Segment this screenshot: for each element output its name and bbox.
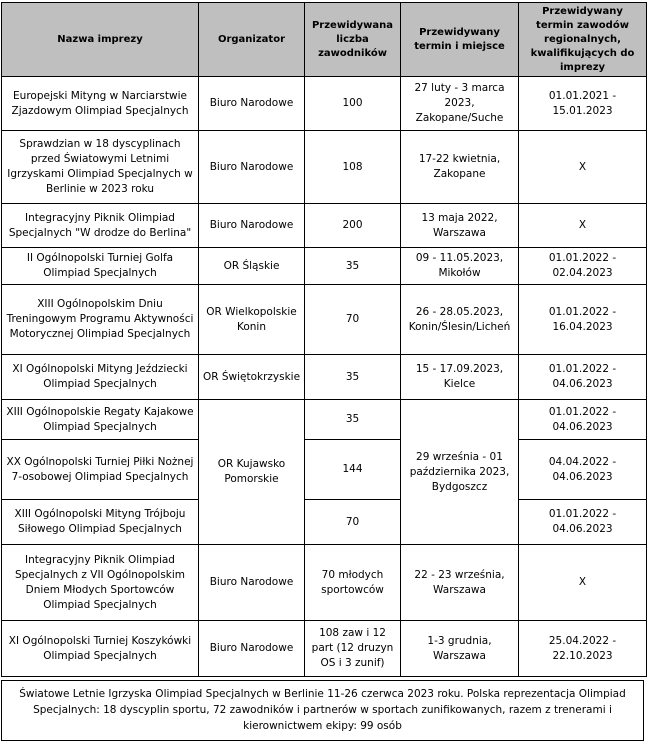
- event-date-place-merged: 29 września - 01 października 2023, Bydgoszcz: [401, 400, 519, 545]
- event-count: 35: [305, 355, 401, 400]
- event-name: Sprawdzian w 18 dyscyplinach przed Światowymi Letnimi Igrzyskami Olimpiad Specjalnych w Berlinie w 2023 roku: [2, 131, 199, 204]
- table-row: [2, 248, 647, 285]
- event-qualification: 01.01.2022 - 04.06.2023: [519, 400, 647, 440]
- table-row: [2, 131, 647, 204]
- event-qualification: 01.01.2022 - 16.04.2023: [519, 285, 647, 355]
- event-qualification: 01.01.2022 - 04.06.2023: [519, 355, 647, 400]
- event-date-place: 09 - 11.05.2023, Mikołów: [401, 248, 519, 285]
- event-date-place: 27 luty - 3 marca 2023, Zakopane/Suche: [401, 77, 519, 131]
- event-name: II Ogólnopolski Turniej Golfa Olimpiad Specjalnych: [2, 248, 199, 285]
- event-count: 200: [305, 204, 401, 248]
- table-row: [2, 77, 647, 131]
- header-event-name: Nazwa imprezy: [2, 3, 199, 77]
- header-participant-count: Przewidywana liczba zawodników: [305, 3, 401, 77]
- event-count: 70: [305, 285, 401, 355]
- table-row: [2, 355, 647, 400]
- events-table: [1, 2, 647, 677]
- table-row: [2, 440, 647, 500]
- event-date-place: 15 - 17.09.2023, Kielce: [401, 355, 519, 400]
- table-row: [2, 285, 647, 355]
- event-count: 35: [305, 400, 401, 440]
- event-organizer: Biuro Narodowe: [199, 204, 305, 248]
- event-qualification: 01.01.2022 - 04.06.2023: [519, 500, 647, 545]
- event-date-place: 26 - 28.05.2023, Konin/Ślesin/Licheń: [401, 285, 519, 355]
- event-name: XIII Ogólnopolski Mityng Trójboju Siłowego Olimpiad Specjalnych: [2, 500, 199, 545]
- table-row: [2, 204, 647, 248]
- event-name: XI Ogólnopolski Turniej Koszykówki Olimpiad Specjalnych: [2, 621, 199, 677]
- event-count: 70 młodych sportowców: [305, 545, 401, 621]
- event-name: XIII Ogólnopolskie Regaty Kajakowe Olimpiad Specjalnych: [2, 400, 199, 440]
- event-name: XIII Ogólnopolskim Dniu Treningowym Programu Aktywności Motorycznej Olimpiad Specjalnych: [2, 285, 199, 355]
- table-row: [2, 400, 647, 440]
- event-qualification: X: [519, 131, 647, 204]
- event-organizer: Biuro Narodowe: [199, 77, 305, 131]
- event-name: Integracyjny Piknik Olimpiad Specjalnych "W drodze do Berlina": [2, 204, 199, 248]
- event-date-place: 13 maja 2022, Warszawa: [401, 204, 519, 248]
- event-date-place: 1-3 grudnia, Warszawa: [401, 621, 519, 677]
- event-count: 108 zaw i 12 part (12 druzyn OS i 3 zunif): [305, 621, 401, 677]
- header-qualification-dates: Przewidywany termin zawodów regionalnych, kwalifikujących do imprezy: [519, 3, 647, 77]
- event-count: 35: [305, 248, 401, 285]
- event-organizer: OR Wielkopolskie Konin: [199, 285, 305, 355]
- header-organizer: Organizator: [199, 3, 305, 77]
- event-qualification: 01.01.2022 - 02.04.2023: [519, 248, 647, 285]
- event-date-place: 17-22 kwietnia, Zakopane: [401, 131, 519, 204]
- event-organizer: Biuro Narodowe: [199, 545, 305, 621]
- event-name: XX Ogólnopolski Turniej Piłki Nożnej 7-osobowej Olimpiad Specjalnych: [2, 440, 199, 500]
- event-name: Integracyjny Piknik Olimpiad Specjalnych z VII Ogólnopolskim Dniem Młodych Sportowców Olimpiad Specjalnych: [2, 545, 199, 621]
- event-count: 108: [305, 131, 401, 204]
- event-name: Europejski Mityng w Narciarstwie Zjazdowym Olimpiad Specjalnych: [2, 77, 199, 131]
- event-qualification: 04.04.2022 - 04.06.2023: [519, 440, 647, 500]
- event-count: 100: [305, 77, 401, 131]
- event-organizer: Biuro Narodowe: [199, 131, 305, 204]
- table-row: [2, 621, 647, 677]
- event-qualification: 25.04.2022 - 22.10.2023: [519, 621, 647, 677]
- event-name: XI Ogólnopolski Mityng Jeździecki Olimpiad Specjalnych: [2, 355, 199, 400]
- event-count: 70: [305, 500, 401, 545]
- event-organizer: Biuro Narodowe: [199, 621, 305, 677]
- event-count: 144: [305, 440, 401, 500]
- footer-note: Światowe Letnie Igrzyska Olimpiad Specjalnych w Berlinie 11-26 czerwca 2023 roku. Polska reprezentacja Olimpiad Specjalnych: 18 dyscyplin sportu, 72 zawodników i partnerów w sportach zunifikowanych, razem z trenerami i kierownictwem ekipy: 99 osób: [1, 680, 644, 741]
- table-header-row: [2, 3, 647, 77]
- event-qualification: X: [519, 204, 647, 248]
- event-date-place: 22 - 23 września, Warszawa: [401, 545, 519, 621]
- table-row: [2, 500, 647, 545]
- event-organizer-merged: OR Kujawsko Pomorskie: [199, 400, 305, 545]
- event-qualification: 01.01.2021 - 15.01.2023: [519, 77, 647, 131]
- event-qualification: X: [519, 545, 647, 621]
- table-row: [2, 545, 647, 621]
- event-organizer: OR Świętokrzyskie: [199, 355, 305, 400]
- header-date-place: Przewidywany termin i miejsce: [401, 3, 519, 77]
- event-organizer: OR Śląskie: [199, 248, 305, 285]
